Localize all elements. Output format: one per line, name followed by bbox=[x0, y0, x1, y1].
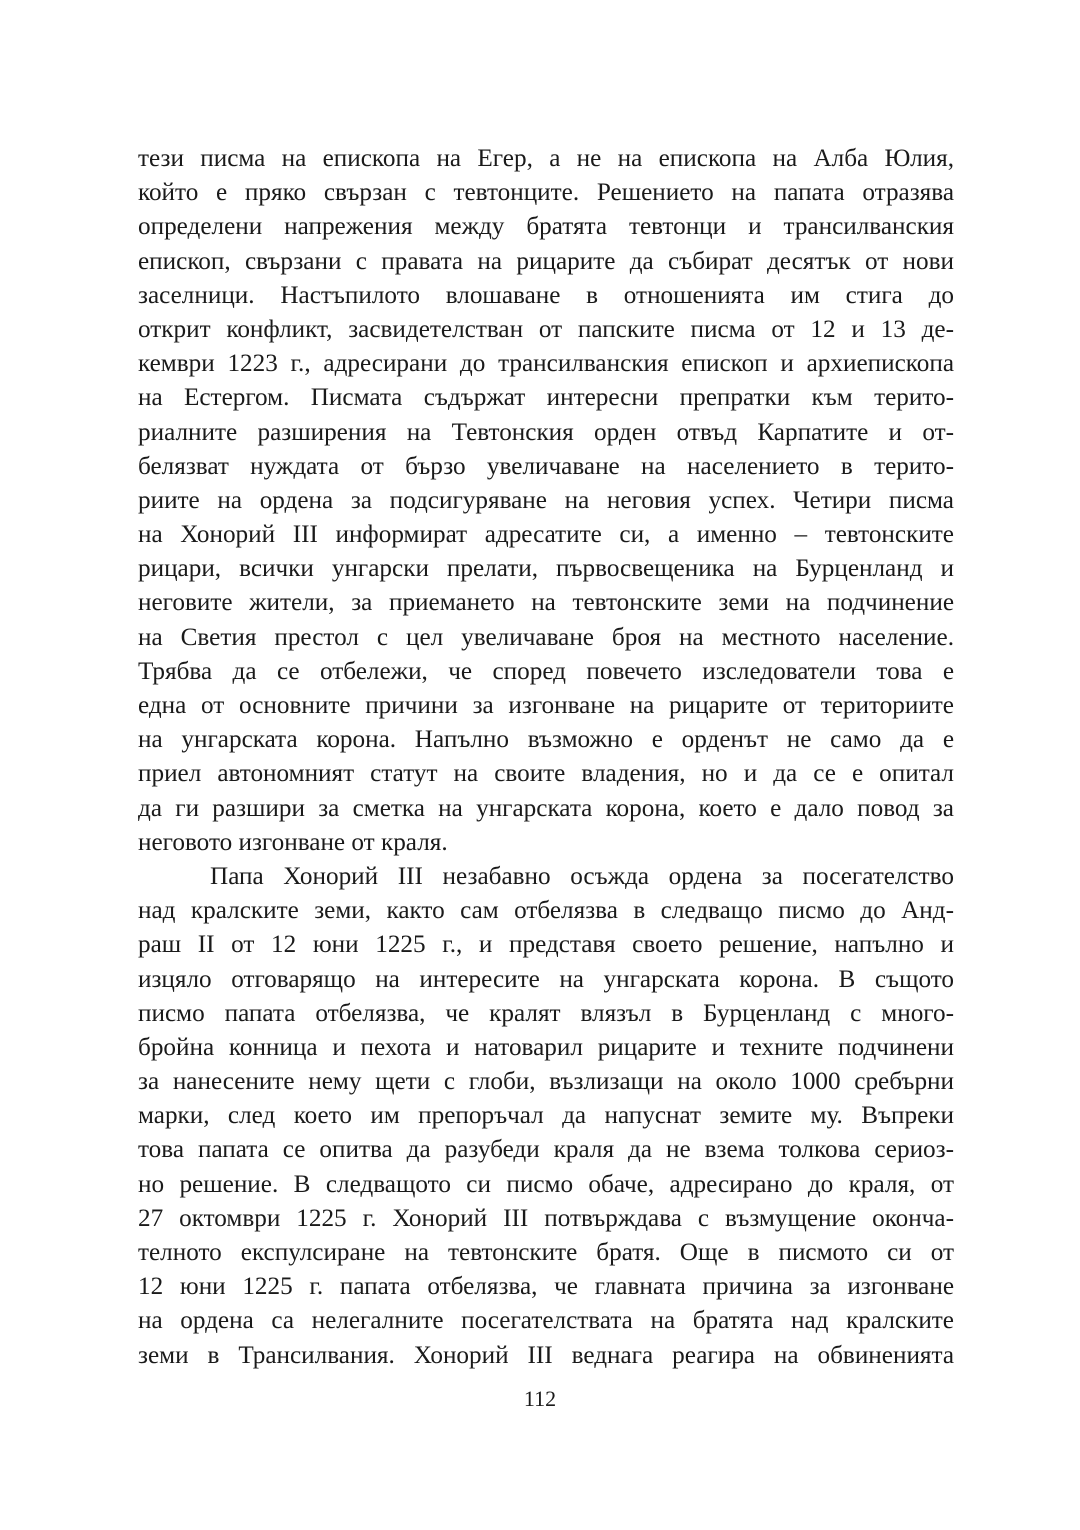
text-line: 12 юни 1225 г. папата отбелязва, че главната причина за изгонване bbox=[138, 1273, 954, 1301]
paragraph-2 bbox=[138, 860, 954, 1373]
text-line: на Светия престол с цел увеличаване броя на местното население. bbox=[138, 623, 954, 651]
text-line: телното експулсиране на тевтонските братя. Още в писмото си от bbox=[138, 1239, 954, 1266]
page-body bbox=[138, 142, 954, 1373]
text-line: определени напрежения между братята тевтонци и трансилванския bbox=[138, 213, 954, 241]
text-line: риите на ордена за подсигуряване на неговия успех. Четири писма bbox=[138, 486, 954, 514]
text-line: Трябва да се отбележи, че според повечето изследователи това е bbox=[138, 657, 954, 685]
text-line: епископ, свързани с правата на рицарите да събират десятък от нови bbox=[138, 247, 954, 275]
text-line: една от основните причини за изгонване на рицарите от териториите bbox=[138, 692, 954, 719]
text-line: на Естергом. Писмата съдържат интересни препратки към терито- bbox=[138, 384, 954, 412]
text-line: 27 октомври 1225 г. Хонорий III потвърждава с възмущение оконча- bbox=[138, 1204, 954, 1232]
text-line: изцяло отговарящо на интересите на унгарската корона. В същото bbox=[138, 965, 954, 993]
text-line: заселници. Настъпилото влошаване в отношенията им стига до bbox=[138, 281, 954, 309]
text-line: бройна конница и пехота и натоварил рицарите и техните подчинени bbox=[138, 1033, 954, 1061]
text-line: писмо папата отбелязва, че кралят влязъл в Бурценланд с много- bbox=[138, 999, 954, 1027]
text-line: белязват нуждата от бързо увеличаване на населението в терито- bbox=[138, 452, 954, 480]
page-number: 112 bbox=[523, 1386, 557, 1411]
text-line: приел автономният статут на своите владения, но и да се е опитал bbox=[138, 760, 954, 788]
text-line: да ги разшири за сметка на унгарската корона, което е дало повод за bbox=[138, 794, 954, 822]
text-line: Папа Хонорий III незабавно осъжда ордена за посегателство bbox=[210, 862, 954, 890]
text-line: но решение. В следващото си писмо обаче, адресирано до краля, от bbox=[138, 1170, 954, 1198]
text-line: раш II от 12 юни 1225 г., и представя своето решение, напълно и bbox=[138, 931, 954, 959]
text-line: рицари, всички унгарски прелати, първосвещеника на Бурценланд и bbox=[138, 555, 954, 583]
paragraph-1 bbox=[138, 142, 954, 860]
text-line: над кралските земи, както сам отбелязва в следващо писмо до Анд- bbox=[138, 897, 954, 925]
text-line: марки, след което им препоръчал да напуснат земите му. Въпреки bbox=[138, 1102, 954, 1130]
text-line: на Хонорий III информират адресатите си, а именно – тевтонските bbox=[138, 521, 954, 549]
text-line: открит конфликт, засвидетелстван от папските писма от 12 и 13 де- bbox=[138, 315, 954, 343]
text-line: неговото изгонване от краля. bbox=[138, 828, 448, 856]
text-line: риалните разширения на Тевтонския орден отвъд Карпатите и от- bbox=[138, 418, 954, 446]
text-line: земи в Трансилвания. Хонорий III веднага реагира на обвиненията bbox=[138, 1341, 954, 1369]
text-line: който е пряко свързан с тевтонците. Решението на папата отразява bbox=[138, 179, 954, 207]
text-line: на ордена са нелегалните посегателствата на братята над кралските bbox=[138, 1307, 954, 1335]
text-line: кември 1223 г., адресирани до трансилванския епископ и архиепископа bbox=[138, 350, 954, 378]
text-line: това папата се опитва да разубеди краля да не взема толкова сериоз- bbox=[138, 1136, 954, 1164]
text-line: за нанесените нему щети с глоби, възлизащи на около 1000 сребърни bbox=[138, 1068, 954, 1096]
text-line: неговите жители, за приемането на тевтонските земи на подчинение bbox=[138, 589, 954, 617]
text-line: на унгарската корона. Напълно възможно е орденът не само да е bbox=[138, 726, 954, 754]
text-line: тези писма на епископа на Егер, а не на епископа на Алба Юлия, bbox=[138, 145, 954, 172]
